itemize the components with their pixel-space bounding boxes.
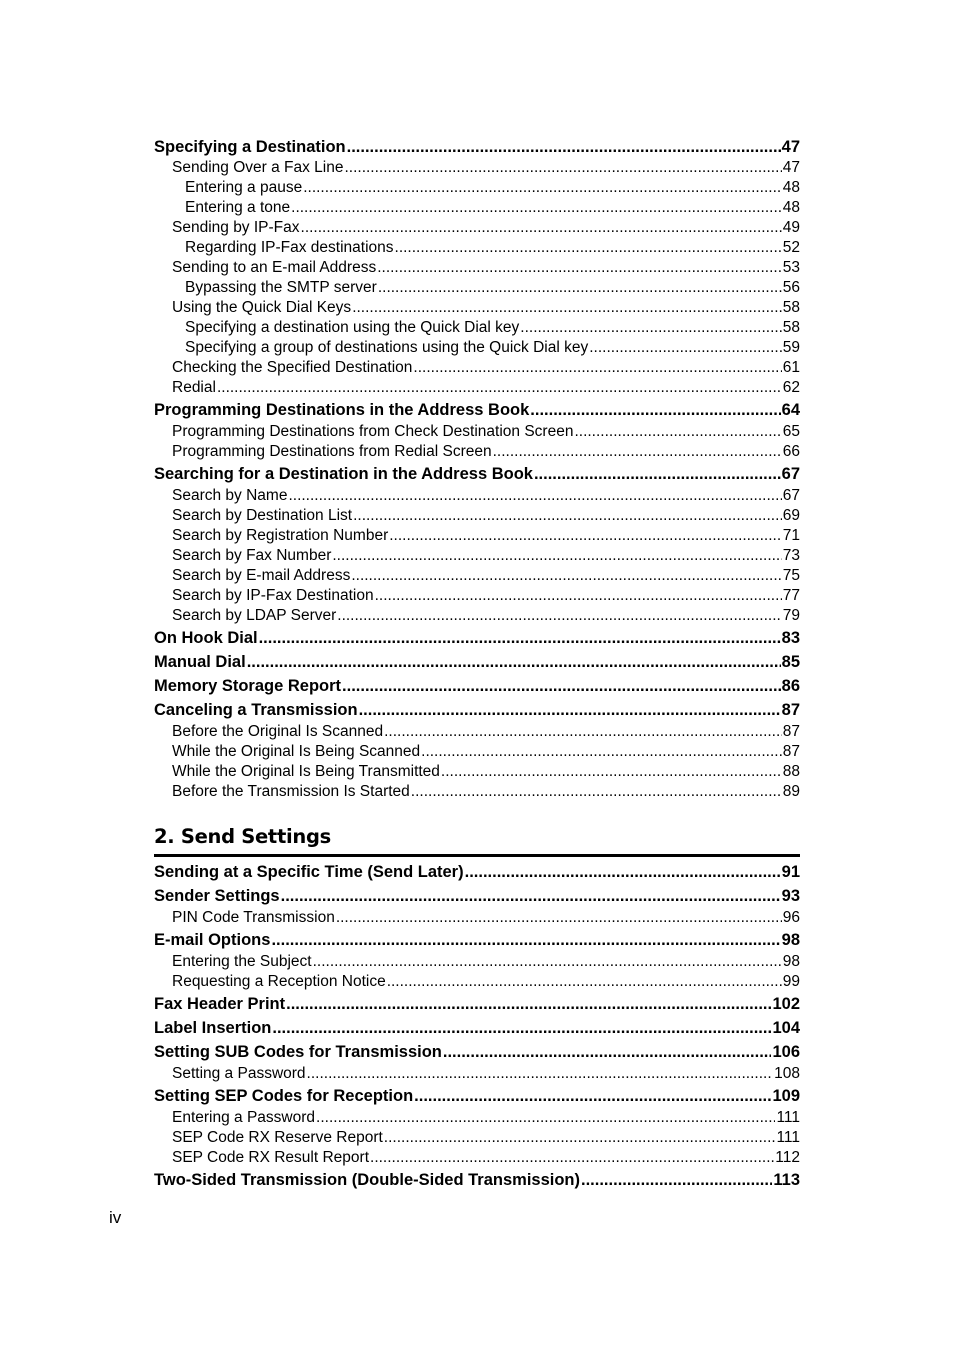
toc-entry-title: While the Original Is Being Transmitted	[172, 763, 440, 780]
toc-entry-page-number: 104	[772, 1019, 800, 1037]
dot-leader	[303, 178, 782, 198]
toc-entry-level-2[interactable]	[154, 566, 800, 586]
toc-entry-page-number: 58	[782, 319, 800, 336]
toc-section	[154, 136, 800, 802]
dot-leader	[589, 338, 782, 358]
dot-leader	[359, 698, 781, 722]
toc-entry-level-2[interactable]	[154, 526, 800, 546]
toc-entry-page-number: 49	[782, 219, 800, 236]
toc-entry-title: Manual Dial	[154, 653, 246, 671]
toc-entry-level-1[interactable]	[154, 626, 800, 650]
toc-entry-level-2[interactable]	[154, 722, 800, 742]
toc-entry-level-1[interactable]	[154, 1016, 800, 1040]
toc-entry-page-number: 91	[781, 863, 800, 881]
toc-entry-title: Before the Original Is Scanned	[172, 723, 384, 740]
toc-entry-title: While the Original Is Being Scanned	[172, 743, 421, 760]
toc-entry-page-number: 108	[774, 1065, 800, 1082]
toc-entry-level-2[interactable]	[154, 378, 800, 398]
toc-entry-title: Fax Header Print	[154, 995, 286, 1013]
toc-entry-level-2[interactable]	[154, 506, 800, 526]
dot-leader	[378, 278, 782, 298]
toc-entry-title: Programming Destinations from Check Destination Screen	[172, 423, 574, 440]
toc-entry-page-number: 93	[781, 887, 800, 905]
toc-entry-page-number: 111	[776, 1109, 800, 1126]
toc-entry-page-number: 58	[782, 299, 800, 316]
dot-leader	[353, 506, 782, 526]
toc-entry-page-number: 62	[782, 379, 800, 396]
toc-entry-title: Sending by IP-Fax	[172, 219, 300, 236]
toc-entry-level-2[interactable]	[154, 298, 800, 318]
toc-entry-level-2[interactable]	[154, 1064, 800, 1084]
toc-entry-title: Two-Sided Transmission (Double-Sided Transmission)	[154, 1171, 581, 1189]
dot-leader	[337, 606, 781, 626]
toc-entry-title: Search by E-mail Address	[172, 567, 351, 584]
toc-entry-level-2[interactable]	[154, 258, 800, 278]
toc-entry-page-number: 88	[782, 763, 800, 780]
toc-entry-page-number: 99	[782, 973, 800, 990]
toc-entry-page-number: 86	[781, 677, 800, 695]
toc-entry-title: Searching for a Destination in the Address Book	[154, 465, 533, 483]
dot-leader	[493, 442, 782, 462]
toc-entry-title: Setting SUB Codes for Transmission	[154, 1043, 442, 1061]
toc-entry-level-2[interactable]	[154, 586, 800, 606]
toc-entry-title: Requesting a Reception Notice	[172, 973, 386, 990]
dot-leader	[411, 782, 782, 802]
toc-entry-page-number: 106	[772, 1043, 800, 1061]
toc-entry-level-1[interactable]	[154, 928, 800, 952]
toc-entry-page-number: 98	[781, 931, 800, 949]
toc-entry-title: Sending to an E-mail Address	[172, 259, 377, 276]
dot-leader	[574, 422, 781, 442]
dot-leader	[313, 952, 782, 972]
dot-leader	[344, 158, 781, 178]
dot-leader	[272, 1016, 771, 1040]
dot-leader	[421, 742, 782, 762]
dot-leader	[414, 1084, 771, 1108]
toc-entry-page-number: 73	[782, 547, 800, 564]
dot-leader	[352, 298, 782, 318]
toc-entry-level-2[interactable]	[154, 742, 800, 762]
toc-entry-page-number: 65	[782, 423, 800, 440]
toc-entry-level-2[interactable]	[154, 762, 800, 782]
toc-entry-level-1[interactable]	[154, 1084, 800, 1108]
toc-entry-title: Search by Fax Number	[172, 547, 332, 564]
toc-entry-title: Before the Transmission Is Started	[172, 783, 410, 800]
dot-leader	[384, 722, 782, 742]
toc-entry-title: Search by IP-Fax Destination	[172, 587, 374, 604]
toc-entry-page-number: 75	[782, 567, 800, 584]
toc-entry-title: Specifying a Destination	[154, 138, 346, 156]
toc-entry-page-number: 48	[782, 179, 800, 196]
dot-leader	[520, 318, 781, 338]
toc-entry-page-number: 52	[782, 239, 800, 256]
toc-entry-page-number: 112	[775, 1149, 800, 1166]
toc-entry-title: Sending at a Specific Time (Send Later)	[154, 863, 464, 881]
dot-leader	[581, 1168, 772, 1192]
table-of-contents	[154, 136, 800, 1192]
toc-entry-page-number: 96	[782, 909, 800, 926]
dot-leader	[336, 908, 782, 928]
dot-leader	[375, 586, 782, 606]
toc-entry-level-1[interactable]	[154, 698, 800, 722]
toc-entry-page-number: 77	[782, 587, 800, 604]
toc-entry-level-2[interactable]	[154, 358, 800, 378]
dot-leader	[259, 626, 781, 650]
toc-entry-level-1[interactable]	[154, 884, 800, 908]
toc-entry-page-number: 56	[782, 279, 800, 296]
toc-entry-title: Checking the Specified Destination	[172, 359, 413, 376]
toc-entry-level-2[interactable]	[154, 908, 800, 928]
dot-leader	[377, 258, 782, 278]
toc-entry-title: Regarding IP-Fax destinations	[185, 239, 394, 256]
toc-entry-level-2[interactable]	[154, 442, 800, 462]
toc-entry-title: Entering a pause	[185, 179, 303, 196]
toc-entry-title: Setting a Password	[172, 1065, 306, 1082]
toc-entry-page-number: 67	[781, 465, 800, 483]
toc-entry-level-2[interactable]	[154, 1128, 800, 1148]
toc-entry-page-number: 87	[782, 723, 800, 740]
toc-entry-page-number: 87	[781, 701, 800, 719]
toc-entry-title: Entering a Password	[172, 1109, 316, 1126]
toc-entry-level-2[interactable]	[154, 606, 800, 626]
toc-entry-page-number: 66	[782, 443, 800, 460]
dot-leader	[301, 218, 782, 238]
toc-entry-level-3[interactable]	[154, 278, 800, 298]
toc-entry-title: Redial	[172, 379, 216, 396]
toc-entry-page-number: 69	[782, 507, 800, 524]
toc-entry-page-number: 83	[781, 629, 800, 647]
toc-entry-level-2[interactable]	[154, 422, 800, 442]
toc-entry-page-number: 61	[782, 359, 800, 376]
dot-leader	[217, 378, 782, 398]
toc-entry-title: On Hook Dial	[154, 629, 258, 647]
dot-leader	[443, 1040, 772, 1064]
toc-entry-title: Bypassing the SMTP server	[185, 279, 377, 296]
toc-entry-level-2[interactable]	[154, 546, 800, 566]
toc-entry-level-3[interactable]	[154, 338, 800, 358]
toc-entry-page-number: 89	[782, 783, 800, 800]
toc-entry-page-number: 113	[773, 1171, 800, 1189]
chapter-heading: 2. Send Settings	[154, 820, 800, 857]
dot-leader	[332, 546, 781, 566]
toc-entry-title: Search by Destination List	[172, 507, 353, 524]
toc-entry-title: Programming Destinations from Redial Screen	[172, 443, 492, 460]
dot-leader	[342, 674, 781, 698]
toc-entry-title: Entering a tone	[185, 199, 291, 216]
toc-entry-page-number: 71	[782, 527, 800, 544]
toc-entry-level-2[interactable]	[154, 158, 800, 178]
toc-entry-title: Setting SEP Codes for Reception	[154, 1087, 414, 1105]
toc-entry-level-3[interactable]	[154, 198, 800, 218]
toc-entry-page-number: 47	[781, 138, 800, 156]
toc-entry-title: Canceling a Transmission	[154, 701, 358, 719]
toc-entry-level-1[interactable]	[154, 860, 800, 884]
toc-entry-page-number: 67	[782, 487, 800, 504]
toc-entry-page-number: 111	[776, 1129, 800, 1146]
toc-entry-level-1[interactable]	[154, 462, 800, 486]
dot-leader	[288, 486, 781, 506]
toc-entry-title: Entering the Subject	[172, 953, 312, 970]
toc-entry-title: PIN Code Transmission	[172, 909, 335, 926]
toc-entry-page-number: 59	[782, 339, 800, 356]
toc-entry-level-1[interactable]	[154, 398, 800, 422]
toc-entry-page-number: 64	[781, 401, 800, 419]
toc-entry-title: SEP Code RX Reserve Report	[172, 1129, 383, 1146]
dot-leader	[286, 992, 771, 1016]
dot-leader	[530, 398, 780, 422]
toc-entry-title: SEP Code RX Result Report	[172, 1149, 370, 1166]
toc-entry-title: Specifying a destination using the Quick Dial key	[185, 319, 520, 336]
toc-entry-page-number: 47	[782, 159, 800, 176]
dot-leader	[534, 462, 781, 486]
dot-leader	[389, 526, 782, 546]
dot-leader	[247, 650, 781, 674]
dot-leader	[387, 972, 782, 992]
toc-entry-level-1[interactable]	[154, 992, 800, 1016]
toc-entry-level-1[interactable]	[154, 1040, 800, 1064]
toc-entry-page-number: 87	[782, 743, 800, 760]
dot-leader	[307, 1064, 774, 1084]
toc-entry-title: Sending Over a Fax Line	[172, 159, 344, 176]
toc-entry-title: Search by Registration Number	[172, 527, 389, 544]
dot-leader	[291, 198, 782, 218]
toc-entry-page-number: 48	[782, 199, 800, 216]
dot-leader	[413, 358, 781, 378]
dot-leader	[351, 566, 781, 586]
toc-entry-page-number: 102	[772, 995, 800, 1013]
dot-leader	[316, 1108, 775, 1128]
toc-entry-level-1[interactable]	[154, 136, 800, 158]
toc-entry-title: Sender Settings	[154, 887, 280, 905]
toc-entry-level-2[interactable]	[154, 1108, 800, 1128]
toc-entry-title: Search by LDAP Server	[172, 607, 337, 624]
dot-leader	[271, 928, 780, 952]
toc-entry-page-number: 53	[782, 259, 800, 276]
toc-entry-level-1[interactable]	[154, 674, 800, 698]
toc-entry-title: Memory Storage Report	[154, 677, 342, 695]
dot-leader	[281, 884, 781, 908]
toc-entry-level-3[interactable]	[154, 238, 800, 258]
toc-entry-level-1[interactable]	[154, 650, 800, 674]
toc-entry-level-2[interactable]	[154, 972, 800, 992]
toc-entry-title: Programming Destinations in the Address Book	[154, 401, 530, 419]
toc-entry-level-2[interactable]	[154, 782, 800, 802]
page-number: iv	[109, 1208, 122, 1227]
toc-entry-level-2[interactable]	[154, 218, 800, 238]
toc-entry-title: Search by Name	[172, 487, 288, 504]
dot-leader	[395, 238, 782, 258]
dot-leader	[384, 1128, 776, 1148]
dot-leader	[347, 136, 781, 158]
dot-leader	[370, 1148, 774, 1168]
toc-entry-title: E-mail Options	[154, 931, 271, 949]
toc-entry-level-2[interactable]	[154, 1148, 800, 1168]
toc-entry-title: Label Insertion	[154, 1019, 272, 1037]
toc-entry-title: Specifying a group of destinations using the Quick Dial key	[185, 339, 589, 356]
toc-entry-title: Using the Quick Dial Keys	[172, 299, 352, 316]
toc-entry-page-number: 98	[782, 953, 800, 970]
toc-entry-page-number: 79	[782, 607, 800, 624]
toc-entry-page-number: 85	[781, 653, 800, 671]
toc-entry-level-3[interactable]	[154, 318, 800, 338]
toc-entry-level-1[interactable]	[154, 1168, 800, 1192]
dot-leader	[441, 762, 782, 782]
toc-entry-level-2[interactable]	[154, 486, 800, 506]
dot-leader	[465, 860, 781, 884]
toc-section	[154, 860, 800, 1192]
toc-entry-page-number: 109	[772, 1087, 800, 1105]
toc-entry-level-3[interactable]	[154, 178, 800, 198]
toc-entry-level-2[interactable]	[154, 952, 800, 972]
